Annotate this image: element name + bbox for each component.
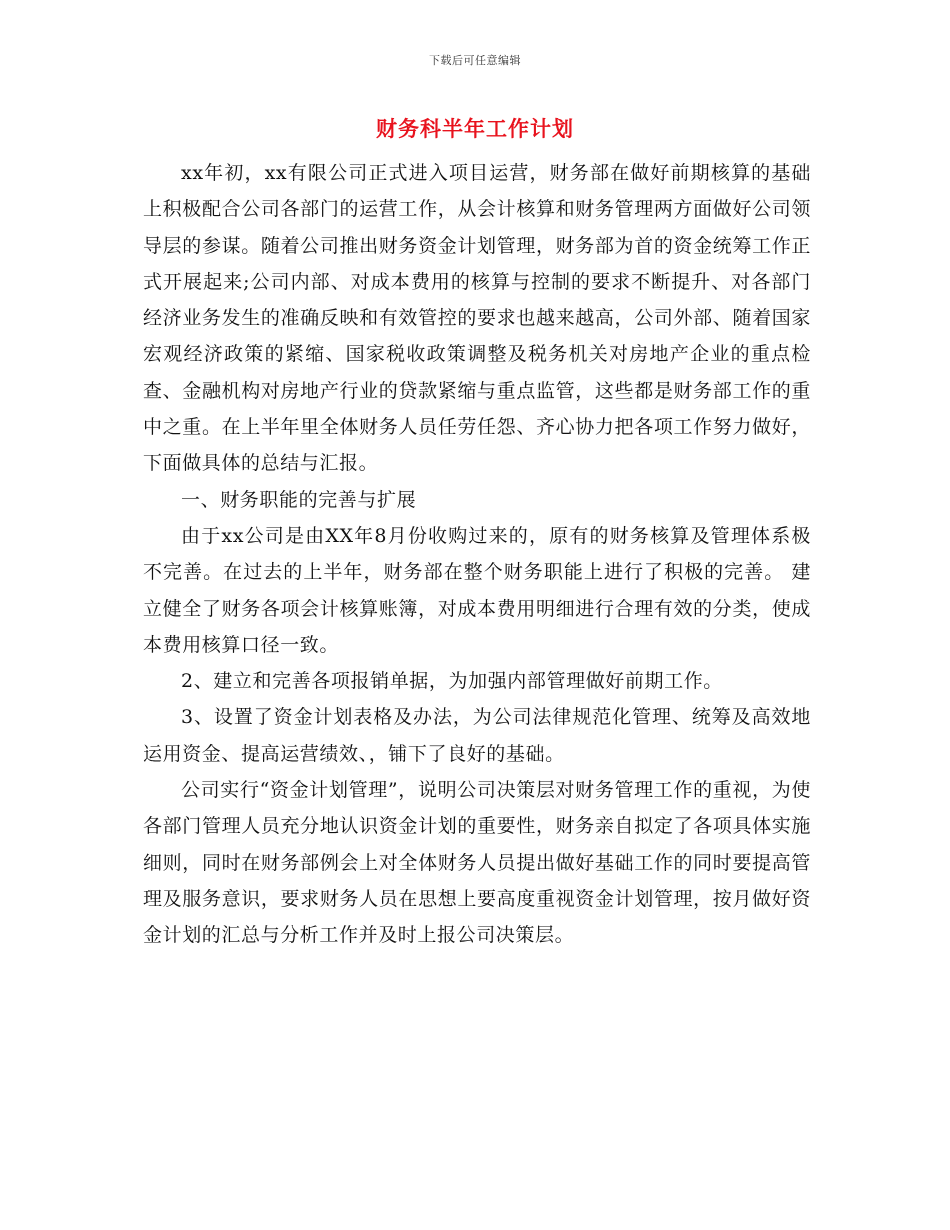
paragraph-intro: xx年初，xx有限公司正式进入项目运营，财务部在做好前期核算的基础上积极配合公司各部门的运营工作，从会计核算和财务管理两方面做好公司领导层的参谋。随着公司推出财务资金计划管理，财务部为首的资金统筹工作正式开展起来;公司内部、对成本费用的核算与控制的要求不断提升、对各部门经济业务发生的准确反映和有效管控的要求也越来越高，公司外部、随着国家宏观经济政策的紧缩、国家税收政策调整及税务机关对房地产企业的重点检查、金融机构对房地产行业的贷款紧缩与重点监管，这些都是财务部工作的重中之重。在上半年里全体财务人员任劳任怨、齐心协力把各项工作努力做好，下面做具体的总结与汇报。 [143,162,811,475]
section-heading: 一、财务职能的完善与扩展 [181,488,417,511]
document-title: 财务科半年工作计划 [376,116,574,141]
paragraph-background: 由于xx公司是由XX年8月份收购过来的，原有的财务核算及管理体系极不完善。在过去的上半年，财务部在整个财务职能上进行了积极的完善。 建立健全了财务各项会计核算账簿，对成本费用明细进行合理有效的分类，使成本费用核算口径一致。 [143,524,811,656]
header-note: 下载后可任意编辑 [429,54,521,67]
document-body [143,155,811,954]
list-item: 2、建立和完善各项报销单据，为加强内部管理做好前期工作。 [181,670,723,693]
paragraph-fund-plan: 公司实行“资金计划管理”，说明公司决策层对财务管理工作的重视，为使各部门管理人员充分地认识资金计划的重要性，财务亲自拟定了各项具体实施细则，同时在财务部例会上对全体财务人员提出做好基础工作的同时要提高管理及服务意识，要求财务人员在思想上要高度重视资金计划管理，按月做好资金计划的汇总与分析工作并及时上报公司决策层。 [143,779,811,947]
list-item: 3、设置了资金计划表格及办法，为公司法律规范化管理、统筹及高效地运用资金、提高运营绩效、，铺下了良好的基础。 [143,706,811,765]
